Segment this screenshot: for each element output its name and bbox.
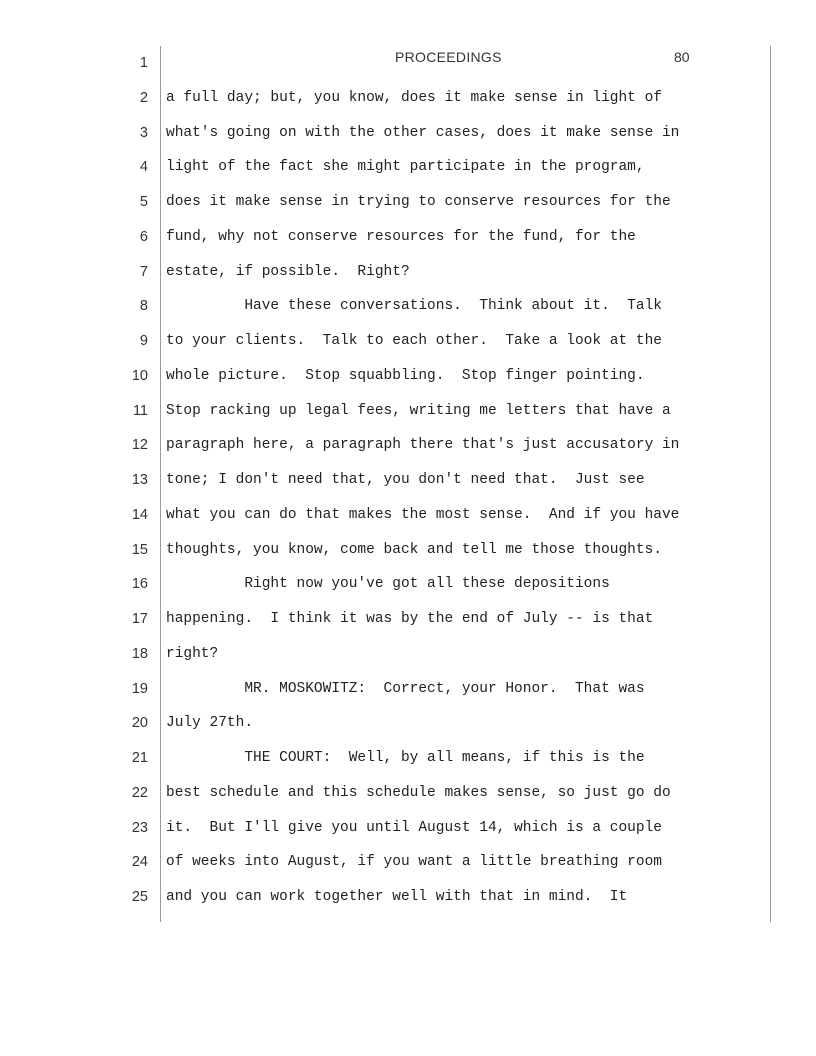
line-number: 3	[139, 124, 148, 141]
line-text: happening. I think it was by the end of July -- is that	[166, 611, 654, 627]
page-number: 80	[674, 49, 690, 65]
transcript-line	[0, 740, 816, 775]
line-text: Have these conversations. Think about it. Talk	[166, 298, 662, 315]
transcript-line	[0, 254, 816, 289]
line-number: 19	[131, 680, 148, 697]
transcript-line	[0, 393, 816, 428]
header-title: PROCEEDINGS	[395, 49, 502, 65]
transcript-line	[0, 462, 816, 497]
transcript-line	[0, 844, 816, 879]
line-number: 2	[139, 89, 148, 106]
line-number: 4	[139, 159, 148, 176]
transcript-line	[0, 879, 816, 914]
line-number: 11	[132, 402, 148, 419]
line-text: Stop racking up legal fees, writing me letters that have a	[166, 402, 671, 419]
line-text: does it make sense in trying to conserve resources for the	[166, 194, 671, 210]
line-number: 20	[131, 715, 148, 732]
line-number: 18	[131, 645, 148, 662]
line-text: light of the fact she might participate in the program,	[166, 159, 645, 176]
transcript-line	[0, 636, 816, 671]
line-text: estate, if possible. Right?	[166, 263, 410, 280]
transcript-line	[0, 149, 816, 184]
line-text: to your clients. Talk to each other. Take a look at the	[166, 333, 662, 349]
line-number: 5	[139, 194, 148, 210]
line-number: 23	[131, 819, 148, 836]
line-text: fund, why not conserve resources for the fund, for the	[166, 228, 636, 245]
transcript-line	[0, 45, 816, 80]
line-number: 21	[131, 750, 148, 766]
transcript-line	[0, 601, 816, 636]
line-number: 13	[131, 472, 148, 488]
line-number: 25	[131, 889, 148, 905]
line-number: 14	[131, 506, 148, 523]
transcript-line	[0, 288, 816, 323]
line-text: MR. MOSKOWITZ: Correct, your Honor. That was	[166, 680, 645, 697]
transcript-line	[0, 705, 816, 740]
line-number: 6	[139, 228, 148, 245]
line-text: paragraph here, a paragraph there that's just accusatory in	[166, 437, 680, 454]
line-number: 16	[131, 576, 148, 593]
line-number: 7	[139, 263, 148, 280]
line-text: Right now you've got all these depositions	[166, 576, 610, 593]
transcript-line	[0, 566, 816, 601]
line-text: whole picture. Stop squabbling. Stop finger pointing.	[166, 367, 645, 384]
transcript-line	[0, 427, 816, 462]
transcript-line	[0, 323, 816, 358]
line-text: best schedule and this schedule makes sense, so just go do	[166, 784, 671, 801]
transcript-line	[0, 184, 816, 219]
transcript-line	[0, 115, 816, 150]
transcript-line	[0, 532, 816, 567]
line-text: what's going on with the other cases, does it make sense in	[166, 124, 680, 141]
line-text: right?	[166, 645, 219, 662]
line-text: THE COURT: Well, by all means, if this is the	[166, 750, 645, 766]
line-text: a full day; but, you know, does it make sense in light of	[166, 89, 662, 106]
transcript-lines	[0, 45, 816, 914]
line-text: thoughts, you know, come back and tell me those thoughts.	[166, 541, 662, 558]
line-number: 9	[139, 333, 148, 349]
line-text: of weeks into August, if you want a little breathing room	[166, 854, 662, 871]
transcript-line	[0, 671, 816, 706]
line-text: and you can work together well with that in mind. It	[166, 889, 628, 905]
line-number: 22	[131, 784, 148, 801]
line-number: 10	[131, 367, 148, 384]
line-text: tone; I don't need that, you don't need that. Just see	[166, 472, 645, 488]
line-number: 15	[131, 541, 148, 558]
line-number: 17	[131, 611, 148, 627]
line-number: 8	[139, 298, 148, 315]
line-number: 12	[131, 437, 148, 454]
transcript-line	[0, 810, 816, 845]
line-text: July 27th.	[166, 715, 254, 732]
line-number: 24	[131, 854, 148, 871]
transcript-line	[0, 219, 816, 254]
line-text: it. But I'll give you until August 14, which is a couple	[166, 819, 662, 836]
transcript-line	[0, 80, 816, 115]
transcript-line	[0, 497, 816, 532]
transcript-line	[0, 358, 816, 393]
line-text: what you can do that makes the most sense. And if you have	[166, 506, 680, 523]
transcript-line	[0, 775, 816, 810]
line-number: 1	[139, 55, 148, 71]
